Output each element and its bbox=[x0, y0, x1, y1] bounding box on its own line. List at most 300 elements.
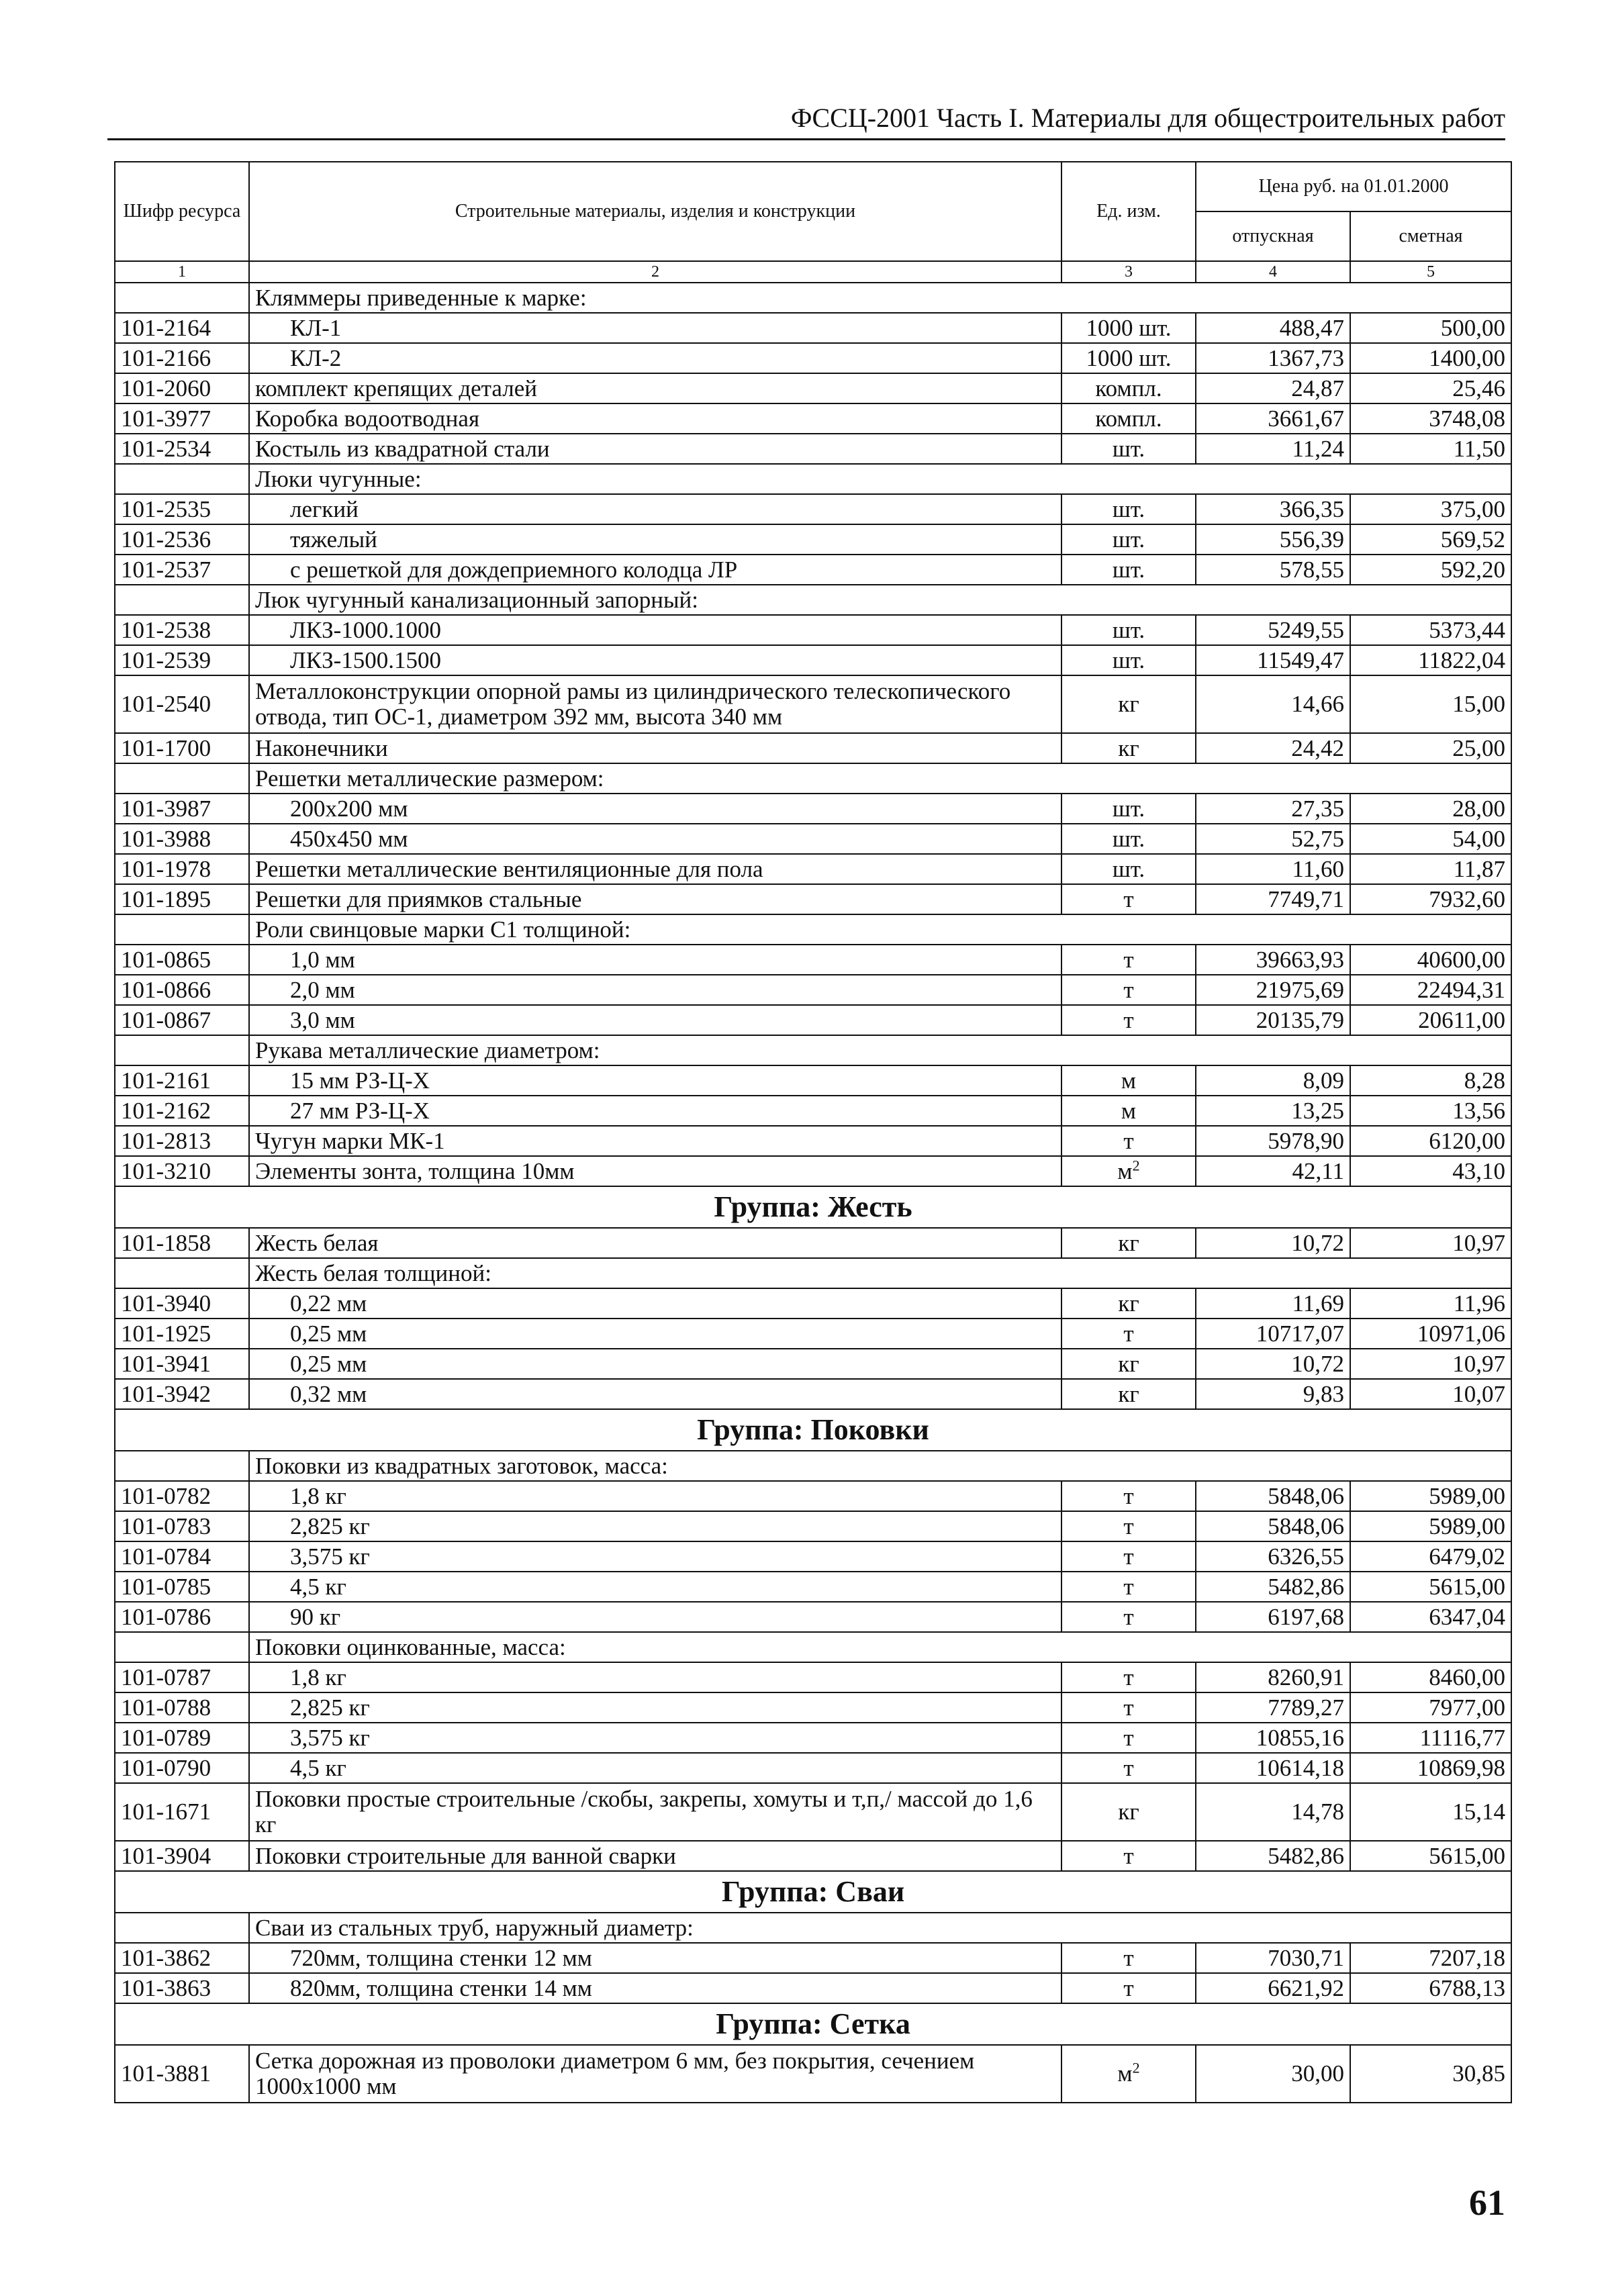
col-number: 5 bbox=[1350, 261, 1511, 283]
release-price-cell: 10,72 bbox=[1196, 1228, 1350, 1258]
unit-cell: компл. bbox=[1061, 373, 1196, 403]
col-number: 2 bbox=[249, 261, 1061, 283]
name-cell: Поковки простые строительные /скобы, закрепы, хомуты и т,п,/ массой до 1,6 кг bbox=[249, 1783, 1061, 1841]
name-cell: 2,0 мм bbox=[249, 975, 1061, 1005]
table-row bbox=[115, 615, 1511, 645]
release-price-cell: 11549,47 bbox=[1196, 645, 1350, 675]
estimate-price-cell: 15,14 bbox=[1350, 1783, 1511, 1841]
table-row bbox=[115, 1692, 1511, 1723]
unit-text: м bbox=[1117, 1157, 1133, 1184]
unit-cell: кг bbox=[1061, 1228, 1196, 1258]
table-row bbox=[115, 1841, 1511, 1871]
release-price-cell: 11,24 bbox=[1196, 434, 1350, 464]
unit-cell: 1000 шт. bbox=[1061, 343, 1196, 373]
table-row bbox=[115, 1572, 1511, 1602]
release-price-cell: 7749,71 bbox=[1196, 884, 1350, 914]
code-cell: 101-1858 bbox=[115, 1228, 249, 1258]
name-cell: 27 мм РЗ-Ц-Х bbox=[249, 1096, 1061, 1126]
name-cell: Костыль из квадратной стали bbox=[249, 434, 1061, 464]
unit-cell: т bbox=[1061, 1943, 1196, 1973]
table-row bbox=[115, 434, 1511, 464]
release-price-cell: 5482,86 bbox=[1196, 1841, 1350, 1871]
group-title: Группа: Сваи bbox=[115, 1871, 1511, 1913]
unit-cell: компл. bbox=[1061, 403, 1196, 434]
table-row bbox=[115, 733, 1511, 763]
code-cell: 101-2161 bbox=[115, 1065, 249, 1096]
table-row bbox=[115, 1126, 1511, 1156]
name-cell: 90 кг bbox=[249, 1602, 1061, 1632]
col-header-price-group: Цена руб. на 01.01.2000 bbox=[1196, 162, 1511, 211]
table-row bbox=[115, 2045, 1511, 2103]
subheading-text: Сваи из стальных труб, наружный диаметр: bbox=[249, 1913, 1511, 1943]
subheading-row bbox=[115, 1451, 1511, 1481]
release-price-cell: 6197,68 bbox=[1196, 1602, 1350, 1632]
estimate-price-cell: 6120,00 bbox=[1350, 1126, 1511, 1156]
name-cell: ЛКЗ-1500.1500 bbox=[249, 645, 1061, 675]
code-cell: 101-3942 bbox=[115, 1379, 249, 1409]
estimate-price-cell: 6347,04 bbox=[1350, 1602, 1511, 1632]
code-cell bbox=[115, 1035, 249, 1065]
release-price-cell: 488,47 bbox=[1196, 313, 1350, 343]
unit-cell bbox=[1061, 1156, 1196, 1186]
release-price-cell: 578,55 bbox=[1196, 555, 1350, 585]
unit-cell: т bbox=[1061, 1511, 1196, 1541]
col-number: 1 bbox=[115, 261, 249, 283]
estimate-price-cell: 5615,00 bbox=[1350, 1841, 1511, 1871]
name-cell: 3,0 мм bbox=[249, 1005, 1061, 1035]
table-row bbox=[115, 1511, 1511, 1541]
unit-cell: т bbox=[1061, 1841, 1196, 1871]
code-cell: 101-2060 bbox=[115, 373, 249, 403]
code-cell: 101-1978 bbox=[115, 854, 249, 884]
estimate-price-cell: 25,46 bbox=[1350, 373, 1511, 403]
release-price-cell: 5249,55 bbox=[1196, 615, 1350, 645]
unit-cell: т bbox=[1061, 1753, 1196, 1783]
name-cell: комплект крепящих деталей bbox=[249, 373, 1061, 403]
name-cell: Сетка дорожная из проволоки диаметром 6 мм, без покрытия, сечением 1000x1000 мм bbox=[249, 2045, 1061, 2103]
name-cell: Элементы зонта, толщина 10мм bbox=[249, 1156, 1061, 1186]
release-price-cell: 11,60 bbox=[1196, 854, 1350, 884]
table-row bbox=[115, 794, 1511, 824]
estimate-price-cell: 20611,00 bbox=[1350, 1005, 1511, 1035]
code-cell: 101-2540 bbox=[115, 675, 249, 733]
estimate-price-cell: 8460,00 bbox=[1350, 1662, 1511, 1692]
unit-cell: 1000 шт. bbox=[1061, 313, 1196, 343]
code-cell: 101-0787 bbox=[115, 1662, 249, 1692]
name-cell: 2,825 кг bbox=[249, 1511, 1061, 1541]
table-row bbox=[115, 945, 1511, 975]
unit-cell: кг bbox=[1061, 1288, 1196, 1319]
name-cell: ЛКЗ-1000.1000 bbox=[249, 615, 1061, 645]
estimate-price-cell: 28,00 bbox=[1350, 794, 1511, 824]
estimate-price-cell: 43,10 bbox=[1350, 1156, 1511, 1186]
name-cell: 2,825 кг bbox=[249, 1692, 1061, 1723]
name-cell: 0,32 мм bbox=[249, 1379, 1061, 1409]
release-price-cell: 6326,55 bbox=[1196, 1541, 1350, 1572]
code-cell: 101-3210 bbox=[115, 1156, 249, 1186]
code-cell: 101-2538 bbox=[115, 615, 249, 645]
subheading-text: Рукава металлические диаметром: bbox=[249, 1035, 1511, 1065]
estimate-price-cell: 500,00 bbox=[1350, 313, 1511, 343]
estimate-price-cell: 5373,44 bbox=[1350, 615, 1511, 645]
release-price-cell: 1367,73 bbox=[1196, 343, 1350, 373]
code-cell: 101-1925 bbox=[115, 1319, 249, 1349]
release-price-cell: 5978,90 bbox=[1196, 1126, 1350, 1156]
name-cell: Решетки для приямков стальные bbox=[249, 884, 1061, 914]
estimate-price-cell: 5615,00 bbox=[1350, 1572, 1511, 1602]
subheading-text: Роли свинцовые марки С1 толщиной: bbox=[249, 914, 1511, 945]
code-cell: 101-2537 bbox=[115, 555, 249, 585]
code-cell: 101-0867 bbox=[115, 1005, 249, 1035]
code-cell: 101-2162 bbox=[115, 1096, 249, 1126]
release-price-cell: 39663,93 bbox=[1196, 945, 1350, 975]
release-price-cell: 8,09 bbox=[1196, 1065, 1350, 1096]
unit-cell: т bbox=[1061, 1723, 1196, 1753]
col-header-price-release: отпускная bbox=[1196, 211, 1350, 261]
unit-cell: кг bbox=[1061, 1379, 1196, 1409]
table-row bbox=[115, 1096, 1511, 1126]
col-header-price-estimate: сметная bbox=[1350, 211, 1511, 261]
name-cell: Коробка водоотводная bbox=[249, 403, 1061, 434]
table-row bbox=[115, 403, 1511, 434]
col-number: 3 bbox=[1061, 261, 1196, 283]
name-cell: Жесть белая bbox=[249, 1228, 1061, 1258]
estimate-price-cell: 11116,77 bbox=[1350, 1723, 1511, 1753]
unit-cell: т bbox=[1061, 1319, 1196, 1349]
code-cell bbox=[115, 1913, 249, 1943]
code-cell: 101-3987 bbox=[115, 794, 249, 824]
group-row bbox=[115, 1871, 1511, 1913]
estimate-price-cell: 10,97 bbox=[1350, 1228, 1511, 1258]
table-body bbox=[115, 283, 1511, 2103]
table-row bbox=[115, 524, 1511, 555]
name-cell: КЛ-2 bbox=[249, 343, 1061, 373]
subheading-row bbox=[115, 585, 1511, 615]
release-price-cell: 7030,71 bbox=[1196, 1943, 1350, 1973]
table-row bbox=[115, 645, 1511, 675]
subheading-text: Поковки из квадратных заготовок, масса: bbox=[249, 1451, 1511, 1481]
name-cell: 3,575 кг bbox=[249, 1723, 1061, 1753]
release-price-cell: 6621,92 bbox=[1196, 1973, 1350, 2003]
table-row bbox=[115, 1481, 1511, 1511]
table-row bbox=[115, 1943, 1511, 1973]
release-price-cell: 3661,67 bbox=[1196, 403, 1350, 434]
release-price-cell: 20135,79 bbox=[1196, 1005, 1350, 1035]
group-title: Группа: Жесть bbox=[115, 1186, 1511, 1228]
code-cell: 101-3941 bbox=[115, 1349, 249, 1379]
code-cell: 101-1895 bbox=[115, 884, 249, 914]
unit-cell: т bbox=[1061, 1602, 1196, 1632]
code-cell: 101-2813 bbox=[115, 1126, 249, 1156]
unit-cell: т bbox=[1061, 1541, 1196, 1572]
code-cell: 101-2164 bbox=[115, 313, 249, 343]
table-row bbox=[115, 1973, 1511, 2003]
estimate-price-cell: 8,28 bbox=[1350, 1065, 1511, 1096]
page-header: ФССЦ-2001 Часть I. Материалы для общестроительных работ bbox=[107, 101, 1505, 140]
code-cell bbox=[115, 763, 249, 794]
price-table bbox=[114, 161, 1512, 2103]
unit-exponent: 2 bbox=[1132, 1156, 1140, 1174]
release-price-cell: 7789,27 bbox=[1196, 1692, 1350, 1723]
unit-cell: т bbox=[1061, 1126, 1196, 1156]
table-row bbox=[115, 555, 1511, 585]
name-cell: 720мм, толщина стенки 12 мм bbox=[249, 1943, 1061, 1973]
table-row bbox=[115, 1602, 1511, 1632]
unit-cell: шт. bbox=[1061, 645, 1196, 675]
subheading-text: Люк чугунный канализационный запорный: bbox=[249, 585, 1511, 615]
estimate-price-cell: 10869,98 bbox=[1350, 1753, 1511, 1783]
name-cell: 4,5 кг bbox=[249, 1572, 1061, 1602]
estimate-price-cell: 10971,06 bbox=[1350, 1319, 1511, 1349]
table-row bbox=[115, 1753, 1511, 1783]
release-price-cell: 9,83 bbox=[1196, 1379, 1350, 1409]
group-title: Группа: Поковки bbox=[115, 1409, 1511, 1451]
release-price-cell: 24,87 bbox=[1196, 373, 1350, 403]
unit-cell: шт. bbox=[1061, 854, 1196, 884]
unit-cell: т bbox=[1061, 1973, 1196, 2003]
estimate-price-cell: 11,87 bbox=[1350, 854, 1511, 884]
subheading-row bbox=[115, 914, 1511, 945]
unit-cell: м bbox=[1061, 1065, 1196, 1096]
name-cell: легкий bbox=[249, 494, 1061, 524]
release-price-cell: 5848,06 bbox=[1196, 1511, 1350, 1541]
table-row bbox=[115, 373, 1511, 403]
subheading-text: Люки чугунные: bbox=[249, 464, 1511, 494]
unit-cell: т bbox=[1061, 884, 1196, 914]
table-row bbox=[115, 494, 1511, 524]
code-cell: 101-3862 bbox=[115, 1943, 249, 1973]
table-row bbox=[115, 675, 1511, 733]
release-price-cell: 30,00 bbox=[1196, 2045, 1350, 2103]
code-cell: 101-0784 bbox=[115, 1541, 249, 1572]
col-number: 4 bbox=[1196, 261, 1350, 283]
table-row bbox=[115, 1783, 1511, 1841]
release-price-cell: 366,35 bbox=[1196, 494, 1350, 524]
unit-cell: т bbox=[1061, 1692, 1196, 1723]
estimate-price-cell: 7977,00 bbox=[1350, 1692, 1511, 1723]
code-cell: 101-3863 bbox=[115, 1973, 249, 2003]
name-cell: КЛ-1 bbox=[249, 313, 1061, 343]
name-cell: 1,8 кг bbox=[249, 1662, 1061, 1692]
subheading-row bbox=[115, 464, 1511, 494]
estimate-price-cell: 11,96 bbox=[1350, 1288, 1511, 1319]
table-row bbox=[115, 1065, 1511, 1096]
table-row bbox=[115, 1662, 1511, 1692]
unit-cell: кг bbox=[1061, 675, 1196, 733]
code-cell: 101-3881 bbox=[115, 2045, 249, 2103]
group-row bbox=[115, 2003, 1511, 2045]
code-cell: 101-3977 bbox=[115, 403, 249, 434]
subheading-row bbox=[115, 1258, 1511, 1288]
estimate-price-cell: 5989,00 bbox=[1350, 1481, 1511, 1511]
table-row bbox=[115, 313, 1511, 343]
estimate-price-cell: 30,85 bbox=[1350, 2045, 1511, 2103]
release-price-cell: 11,69 bbox=[1196, 1288, 1350, 1319]
table-row bbox=[115, 1319, 1511, 1349]
table-row bbox=[115, 1005, 1511, 1035]
unit-cell: шт. bbox=[1061, 524, 1196, 555]
name-cell: 450x450 мм bbox=[249, 824, 1061, 854]
release-price-cell: 13,25 bbox=[1196, 1096, 1350, 1126]
release-price-cell: 14,78 bbox=[1196, 1783, 1350, 1841]
name-cell: Металлоконструкции опорной рамы из цилиндрического телескопического отвода, тип ОС-1, диаметром 392 мм, высота 340 мм bbox=[249, 675, 1061, 733]
estimate-price-cell: 11822,04 bbox=[1350, 645, 1511, 675]
code-cell bbox=[115, 914, 249, 945]
table-row bbox=[115, 1379, 1511, 1409]
code-cell: 101-2534 bbox=[115, 434, 249, 464]
release-price-cell: 5482,86 bbox=[1196, 1572, 1350, 1602]
code-cell: 101-0786 bbox=[115, 1602, 249, 1632]
release-price-cell: 10855,16 bbox=[1196, 1723, 1350, 1753]
release-price-cell: 8260,91 bbox=[1196, 1662, 1350, 1692]
estimate-price-cell: 375,00 bbox=[1350, 494, 1511, 524]
estimate-price-cell: 40600,00 bbox=[1350, 945, 1511, 975]
subheading-text: Решетки металлические размером: bbox=[249, 763, 1511, 794]
code-cell: 101-0866 bbox=[115, 975, 249, 1005]
unit-cell: т bbox=[1061, 1572, 1196, 1602]
estimate-price-cell: 10,97 bbox=[1350, 1349, 1511, 1379]
name-cell: Поковки строительные для ванной сварки bbox=[249, 1841, 1061, 1871]
unit-cell: шт. bbox=[1061, 615, 1196, 645]
unit-cell: кг bbox=[1061, 1783, 1196, 1841]
code-cell: 101-0789 bbox=[115, 1723, 249, 1753]
name-cell: 1,8 кг bbox=[249, 1481, 1061, 1511]
name-cell: Наконечники bbox=[249, 733, 1061, 763]
group-row bbox=[115, 1409, 1511, 1451]
code-cell: 101-3988 bbox=[115, 824, 249, 854]
table-row bbox=[115, 1156, 1511, 1186]
code-cell: 101-1700 bbox=[115, 733, 249, 763]
table-row bbox=[115, 1288, 1511, 1319]
release-price-cell: 24,42 bbox=[1196, 733, 1350, 763]
col-header-code: Шифр ресурса bbox=[115, 162, 249, 261]
release-price-cell: 21975,69 bbox=[1196, 975, 1350, 1005]
name-cell: с решеткой для дождеприемного колодца ЛР bbox=[249, 555, 1061, 585]
subheading-row bbox=[115, 763, 1511, 794]
code-cell: 101-0782 bbox=[115, 1481, 249, 1511]
table-row bbox=[115, 824, 1511, 854]
group-title: Группа: Сетка bbox=[115, 2003, 1511, 2045]
estimate-price-cell: 25,00 bbox=[1350, 733, 1511, 763]
table-row bbox=[115, 343, 1511, 373]
release-price-cell: 10614,18 bbox=[1196, 1753, 1350, 1783]
table-row bbox=[115, 1723, 1511, 1753]
estimate-price-cell: 6479,02 bbox=[1350, 1541, 1511, 1572]
table-row bbox=[115, 1541, 1511, 1572]
name-cell: 200x200 мм bbox=[249, 794, 1061, 824]
name-cell: 0,25 мм bbox=[249, 1319, 1061, 1349]
table-row bbox=[115, 1228, 1511, 1258]
unit-cell: шт. bbox=[1061, 824, 1196, 854]
estimate-price-cell: 15,00 bbox=[1350, 675, 1511, 733]
code-cell: 101-0783 bbox=[115, 1511, 249, 1541]
code-cell: 101-2166 bbox=[115, 343, 249, 373]
code-cell: 101-2535 bbox=[115, 494, 249, 524]
code-cell bbox=[115, 464, 249, 494]
unit-cell: шт. bbox=[1061, 794, 1196, 824]
unit-cell bbox=[1061, 2045, 1196, 2103]
code-cell bbox=[115, 1632, 249, 1662]
name-cell: 15 мм РЗ-Ц-Х bbox=[249, 1065, 1061, 1096]
name-cell: Чугун марки МК-1 bbox=[249, 1126, 1061, 1156]
unit-cell: шт. bbox=[1061, 555, 1196, 585]
release-price-cell: 5848,06 bbox=[1196, 1481, 1350, 1511]
release-price-cell: 556,39 bbox=[1196, 524, 1350, 555]
code-cell: 101-0785 bbox=[115, 1572, 249, 1602]
subheading-row bbox=[115, 1035, 1511, 1065]
unit-cell: т bbox=[1061, 1662, 1196, 1692]
code-cell: 101-1671 bbox=[115, 1783, 249, 1841]
code-cell: 101-2536 bbox=[115, 524, 249, 555]
subheading-row bbox=[115, 1632, 1511, 1662]
unit-cell: кг bbox=[1061, 733, 1196, 763]
unit-text: м bbox=[1117, 2060, 1133, 2087]
release-price-cell: 10717,07 bbox=[1196, 1319, 1350, 1349]
code-cell: 101-0790 bbox=[115, 1753, 249, 1783]
unit-cell: кг bbox=[1061, 1349, 1196, 1379]
unit-cell: м bbox=[1061, 1096, 1196, 1126]
unit-cell: шт. bbox=[1061, 494, 1196, 524]
estimate-price-cell: 6788,13 bbox=[1350, 1973, 1511, 2003]
estimate-price-cell: 569,52 bbox=[1350, 524, 1511, 555]
code-cell: 101-0865 bbox=[115, 945, 249, 975]
name-cell: 3,575 кг bbox=[249, 1541, 1061, 1572]
estimate-price-cell: 7932,60 bbox=[1350, 884, 1511, 914]
code-cell: 101-2539 bbox=[115, 645, 249, 675]
release-price-cell: 10,72 bbox=[1196, 1349, 1350, 1379]
unit-cell: шт. bbox=[1061, 434, 1196, 464]
table-row bbox=[115, 1349, 1511, 1379]
subheading-text: Поковки оцинкованные, масса: bbox=[249, 1632, 1511, 1662]
release-price-cell: 27,35 bbox=[1196, 794, 1350, 824]
estimate-price-cell: 10,07 bbox=[1350, 1379, 1511, 1409]
estimate-price-cell: 11,50 bbox=[1350, 434, 1511, 464]
col-header-unit: Ед. изм. bbox=[1061, 162, 1196, 261]
code-cell bbox=[115, 283, 249, 313]
unit-cell: т bbox=[1061, 1005, 1196, 1035]
table-row bbox=[115, 854, 1511, 884]
estimate-price-cell: 5989,00 bbox=[1350, 1511, 1511, 1541]
page-number: 61 bbox=[1469, 2183, 1505, 2223]
name-cell: 820мм, толщина стенки 14 мм bbox=[249, 1973, 1061, 2003]
code-cell: 101-0788 bbox=[115, 1692, 249, 1723]
estimate-price-cell: 54,00 bbox=[1350, 824, 1511, 854]
unit-cell: т bbox=[1061, 945, 1196, 975]
col-header-name: Строительные материалы, изделия и конструкции bbox=[249, 162, 1061, 261]
estimate-price-cell: 22494,31 bbox=[1350, 975, 1511, 1005]
name-cell: 0,25 мм bbox=[249, 1349, 1061, 1379]
name-cell: Решетки металлические вентиляционные для пола bbox=[249, 854, 1061, 884]
unit-cell: т bbox=[1061, 1481, 1196, 1511]
subheading-text: Жесть белая толщиной: bbox=[249, 1258, 1511, 1288]
estimate-price-cell: 7207,18 bbox=[1350, 1943, 1511, 1973]
unit-cell: т bbox=[1061, 975, 1196, 1005]
subheading-text: Кляммеры приведенные к марке: bbox=[249, 283, 1511, 313]
code-cell: 101-3904 bbox=[115, 1841, 249, 1871]
table-row bbox=[115, 884, 1511, 914]
code-cell bbox=[115, 1258, 249, 1288]
name-cell: 4,5 кг bbox=[249, 1753, 1061, 1783]
name-cell: 0,22 мм bbox=[249, 1288, 1061, 1319]
group-row bbox=[115, 1186, 1511, 1228]
release-price-cell: 42,11 bbox=[1196, 1156, 1350, 1186]
subheading-row bbox=[115, 1913, 1511, 1943]
code-cell bbox=[115, 1451, 249, 1481]
estimate-price-cell: 1400,00 bbox=[1350, 343, 1511, 373]
estimate-price-cell: 592,20 bbox=[1350, 555, 1511, 585]
unit-exponent: 2 bbox=[1132, 2059, 1140, 2076]
name-cell: 1,0 мм bbox=[249, 945, 1061, 975]
